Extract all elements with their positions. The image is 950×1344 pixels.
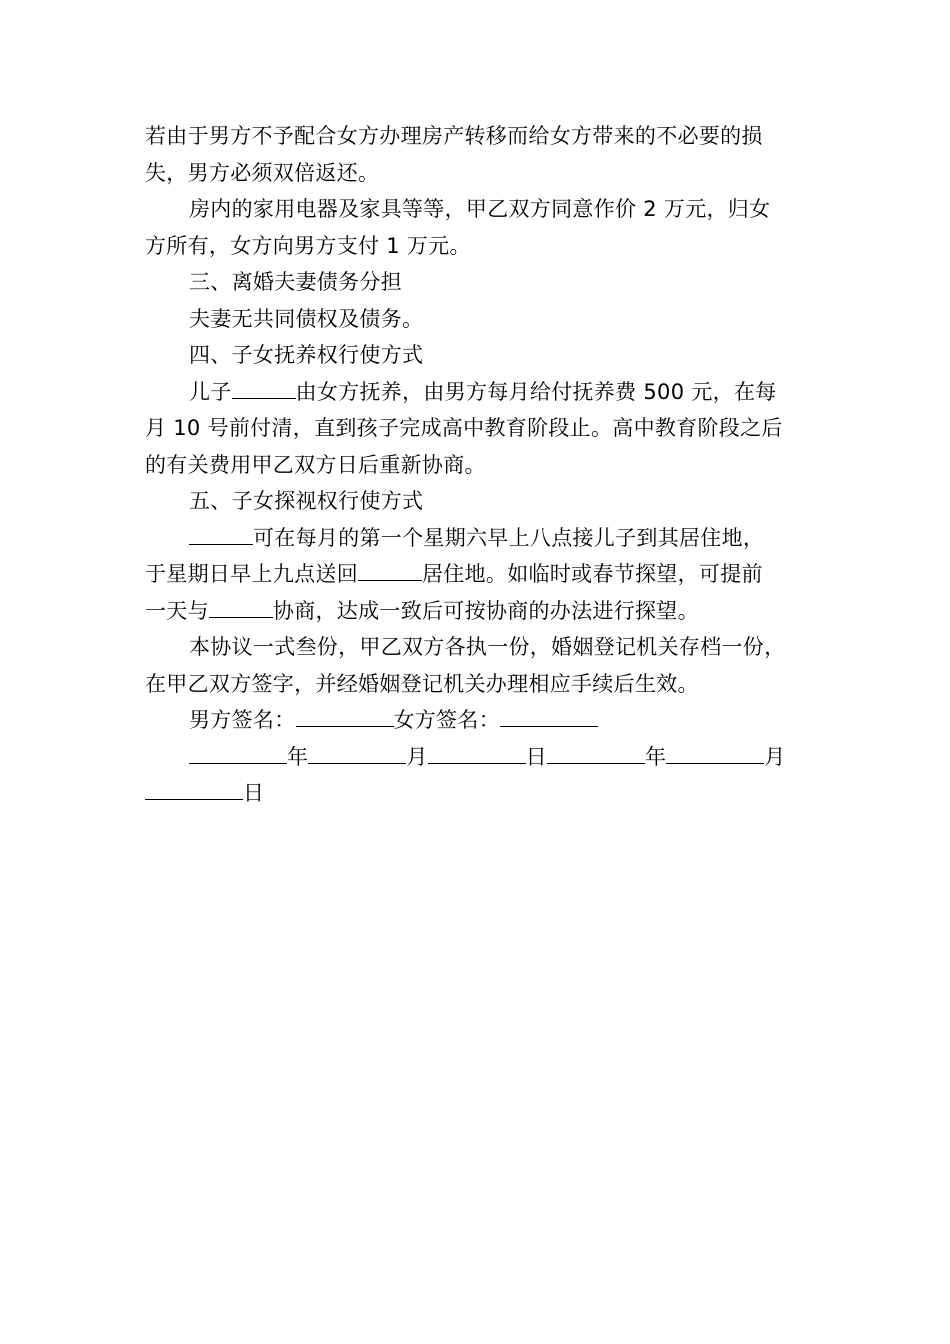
heading-text: 四、子女抚养权行使方式	[189, 343, 424, 367]
text-line: 失，男方必须双倍返还。	[145, 160, 380, 185]
heading-text: 三、离婚夫妻债务分担	[189, 270, 402, 294]
text-line	[145, 520, 825, 557]
text-day-with: 一天与	[145, 598, 209, 623]
text-line	[145, 593, 825, 630]
year-blank	[189, 741, 287, 764]
day-blank	[428, 741, 526, 764]
date-row	[145, 739, 825, 812]
text-support: 由女方抚养，由男方每月给付抚养费 500 元，在每	[295, 379, 777, 404]
month-blank	[666, 741, 764, 764]
text-line: 的有关费用甲乙双方日后重新协商。	[145, 452, 486, 477]
year-label: 年	[644, 744, 667, 769]
signature-row	[145, 702, 825, 739]
heading-text: 五、子女探视权行使方式	[189, 489, 424, 513]
month-label: 月	[764, 744, 786, 769]
blank-child-name	[232, 376, 296, 399]
text-residence: 居住地。如临时或春节探望，可提前	[422, 562, 763, 586]
text-line	[145, 374, 825, 411]
text-line: 房内的家用电器及家具等等，甲乙双方同意作价 2 万元，归女	[189, 197, 771, 221]
text-return: 于星期日早上九点送回	[145, 562, 358, 586]
day-label: 日	[243, 781, 265, 805]
month-label: 月	[406, 744, 428, 769]
text-line: 本协议一式叁份，甲乙双方各执一份，婚姻登记机关存档一份，	[189, 635, 786, 659]
section-heading-debts	[145, 264, 825, 301]
text-line	[145, 702, 825, 739]
year-label: 年	[287, 744, 309, 769]
text-negotiate: 协商，达成一致后可按协商的办法进行探望。	[272, 598, 699, 623]
month-blank	[308, 741, 406, 764]
paragraph-no-debts	[145, 301, 825, 338]
paragraph-property-loss	[145, 118, 825, 191]
text-line: 夫妻无共同债权及债务。	[189, 306, 424, 331]
blank-negotiator-name	[209, 595, 273, 618]
paragraph-copies	[145, 629, 825, 702]
paragraph-custody	[145, 374, 825, 484]
blank-visitor-name	[189, 522, 253, 545]
text-line	[145, 556, 825, 593]
section-heading-custody	[145, 337, 825, 374]
text-visit: 可在每月的第一个星期六早上八点接儿子到其居住地，	[253, 525, 765, 550]
text-line: 方所有，女方向男方支付 1 万元。	[145, 233, 471, 258]
text-line	[145, 775, 825, 812]
text-line: 月 10 号前付清，直到孩子完成高中教育阶段止。高中教育阶段之后	[145, 416, 783, 440]
text-line	[145, 739, 825, 776]
text-son: 儿子	[189, 379, 232, 404]
day-label: 日	[525, 744, 547, 769]
male-signature-label: 男方签名：	[189, 708, 296, 732]
year-blank	[547, 741, 645, 764]
text-line: 若由于男方不予配合女方办理房产转移而给女方带来的不必要的损	[145, 124, 763, 148]
female-signature-label: 女方签名：	[393, 708, 500, 732]
section-heading-visitation	[145, 483, 825, 520]
blank-residence-name	[358, 558, 422, 581]
female-signature-blank	[500, 704, 598, 727]
document-page	[145, 118, 825, 812]
text-line: 在甲乙双方签字，并经婚姻登记机关办理相应手续后生效。	[145, 671, 699, 696]
male-signature-blank	[296, 704, 394, 727]
paragraph-appliances	[145, 191, 825, 264]
day-blank	[145, 777, 243, 800]
paragraph-visitation	[145, 520, 825, 630]
